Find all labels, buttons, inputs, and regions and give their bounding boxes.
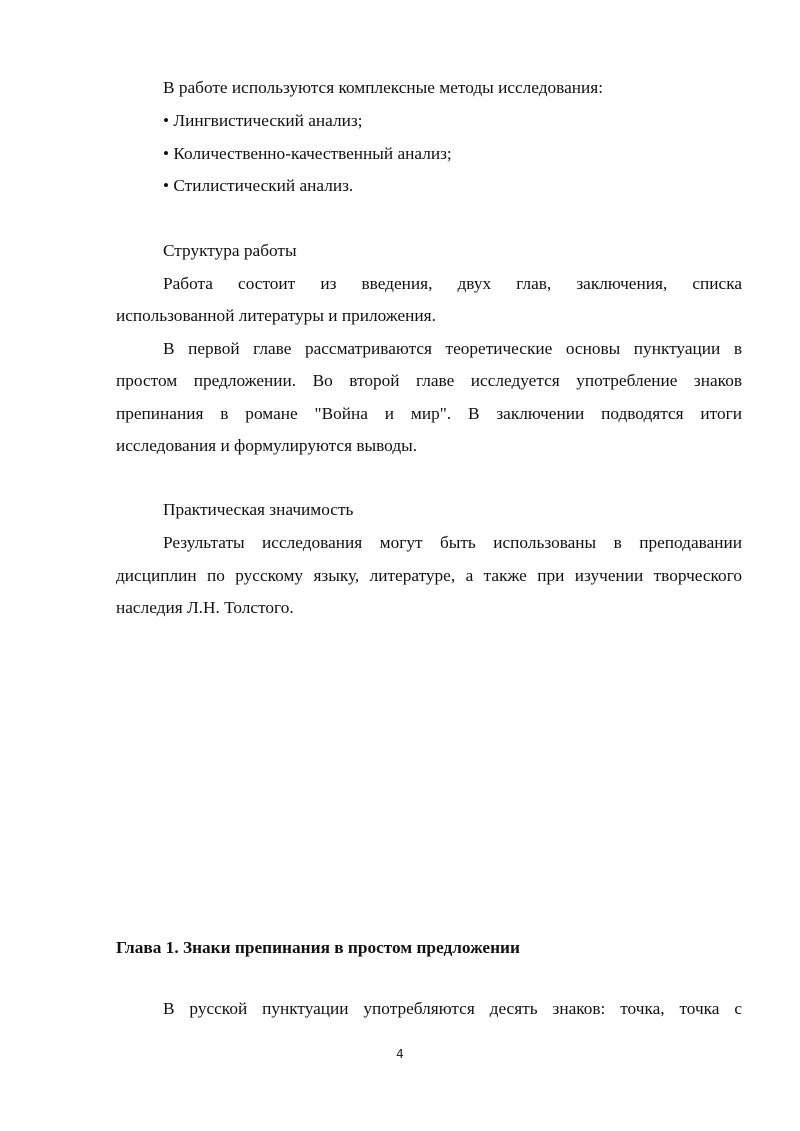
significance-line-2: дисциплин по русскому языку, литературе, а также при изучении творческого [116, 566, 742, 585]
structure-paragraph-2-line-4: исследования и формулируются выводы. [116, 436, 418, 455]
chapter-1-title: Глава 1. Знаки препинания в простом предложении [116, 938, 520, 957]
significance-heading: Практическая значимость [163, 500, 354, 519]
structure-paragraph-2-line-2: простом предложении. Во второй главе исследуется употребление знаков [116, 371, 742, 390]
structure-paragraph-1-line-1: Работа состоит из введения, двух глав, заключения, списка [163, 274, 742, 293]
method-item-quantitative: • Количественно-качественный анализ; [163, 144, 452, 163]
significance-line-3: наследия Л.Н. Толстого. [116, 598, 294, 617]
structure-paragraph-2-line-1: В первой главе рассматриваются теоретические основы пунктуации в [163, 339, 742, 358]
methods-intro: В работе используются комплексные методы исследования: [163, 78, 604, 97]
significance-line-1: Результаты исследования могут быть использованы в преподавании [163, 533, 742, 552]
page-number: 4 [396, 1047, 404, 1061]
method-item-stylistic: • Стилистический анализ. [163, 176, 354, 195]
chapter-1-line-1: В русской пунктуации употребляются десять знаков: точка, точка с [163, 999, 742, 1018]
structure-paragraph-1-line-2: использованной литературы и приложения. [116, 306, 436, 325]
structure-heading: Структура работы [163, 241, 297, 260]
structure-paragraph-2-line-3: препинания в романе "Война и мир". В заключении подводятся итоги [116, 404, 742, 423]
method-item-linguistic: • Лингвистический анализ; [163, 111, 363, 130]
